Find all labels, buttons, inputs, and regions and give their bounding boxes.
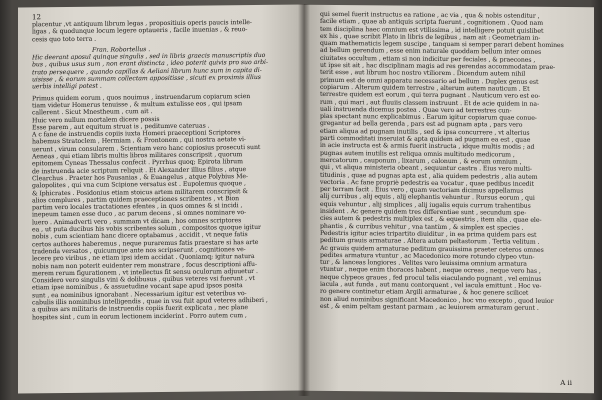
text-line: uisisse , & eorum summam collectam appositisse , sicuti ex proximis illius	[32, 74, 261, 84]
text-line: tem disciplina haec omnium est vtilissima , id intelligere potuit quislibet	[320, 25, 544, 35]
text-line: qui , vt aliqua ministeria obeant , sequuntur castra . Eius vero multi-	[320, 164, 532, 173]
text-line: Huic vero nullum mortalem dicere possis	[32, 115, 160, 124]
text-line: non aliud nominibus significant Macedonico , hoc vno excepto , quod leuior	[320, 295, 554, 305]
text-line: facile etiam , quae ab antiquis scripta fuerunt , cognitionem . Quod nam	[320, 18, 544, 28]
text-line: terit esse , aut librum hoc nostro vtiliorem . Dicendum autem nihil	[320, 69, 526, 79]
text-line: equis vehuntur , alij simplices , alij iugalis equis currum trahentibus	[320, 200, 531, 210]
text-line: phantis , & curribus vehitur , vna tantùm , & simplex est species .	[320, 222, 524, 232]
section-heading: Fran. Robortellus .	[92, 46, 151, 54]
text-line: quam mathematicis legem suscipe , tanquam si semper parari debent homines	[320, 40, 564, 50]
text-line: inepeum tamen esse duco , ac parum decens , si omnes nominare vo-	[32, 209, 247, 219]
text-line: qui semel fuerit instructus ea ratione , ac via , qua & nobis ostenditur ,	[320, 10, 540, 20]
text-block-intro	[32, 19, 294, 44]
text-line: ex his , quae scribit Plato in libris de legibus , nam ait : Geometriam in-	[320, 32, 541, 42]
left-page	[18, 5, 304, 394]
text-line: est , & enim peltam gestant parmam , ac leuiorem armaturam gerunt .	[320, 302, 539, 312]
text-line: bus , quibus usus sum , non erant distincta , ideo poterit quivis pro suo arbi-	[32, 59, 269, 69]
right-page	[304, 5, 594, 394]
text-line: primum est de omni apparatu necessario ad bellum . Duplex genus est	[320, 76, 539, 86]
italic-note-block	[32, 52, 294, 91]
text-line: luero . Animadverti vero , summam vt dicam , hos omnes scriptores	[32, 216, 242, 227]
text-line: trato persequere , quando capillas & Aeliani librum hunc sum in capita di-	[32, 66, 262, 77]
text-line: ligas , & quodunque locum legere optaueris , facile inuenias , & reuo-	[32, 26, 248, 36]
text-line: uerbis intelligi potest .	[32, 82, 102, 91]
text-line: habemus Stratoclem , Hermiam , & Frontonem , qui nostra aetate vi-	[32, 136, 246, 146]
text-line: cesis quo toto terra .	[32, 35, 97, 43]
text-line: Pedestris igitur acies tripartito diuiditur , in ea prima quidem pars est	[320, 229, 537, 239]
text-line: in acie instructa est & armis fuerit instructa , idque multis modis ; ad	[320, 142, 535, 152]
text-line: galopolites , qui vna cum Scipione versatus est . Eupolemus quoque ,	[32, 180, 246, 190]
page-number: 12	[32, 13, 41, 22]
text-line: etiam ipse nominibus , & assuetudine vocant sape apud ipsos posita	[32, 282, 243, 292]
text-line: placentur ,vt antiquum librum legas , propositiuis operis paucis intelle-	[32, 19, 252, 29]
text-line: & Iphicrates . Posidonius etiam stoicus artem militarem conscripsit &	[32, 187, 248, 197]
text-line: gregantur ad bella gerenda , pars est ad pugnam apta , pars vero	[320, 120, 523, 130]
text-line: Clearchus . Praeter hos Pausanias , & Euangelus , atque Polybius Me-	[32, 173, 249, 183]
text-line: partim vero locales tractationes efentes , in quos omnes & si incidi ,	[32, 202, 243, 212]
text-line: iacula , aut funda , aut manu contorquent , vel iacula emittunt . Hoc ve-	[320, 280, 542, 290]
text-block-right	[320, 11, 582, 312]
text-line: vectoria . Ac fane propriè pedestris ea vocatur , quae pedibus incedit	[320, 178, 534, 188]
text-line: neque clypeos graues , fed procul telis eiaculando pugnant , vel eminus	[320, 273, 542, 283]
text-line: de instruenda acie scriptum reliquit . Et Alexander illius filius , atque	[32, 165, 247, 175]
text-line: lecere pro viribus , ne etiam ipsi idem accidat . Quoniamq; igitur natura	[32, 253, 255, 263]
text-line: uali instruenda dicemus postea . Quae vero ad terrestres cun-	[320, 105, 512, 115]
text-line: ciuitates occultum , etiam si non indicitur per feciales , & praecones ,	[320, 54, 536, 64]
text-line: peditum grauis armaturae . Altera autem peltastorum . Tertia velitum .	[320, 237, 540, 246]
text-line: cabulis illis nominibus intelligendis , quae in vsu fuit apud veteres adhiberi ,	[32, 296, 268, 307]
text-line: ea , ut puta ducibus his vobis scribentes solum , compositos quoque igitur	[32, 223, 261, 234]
text-line: per terram facit . Eius vero , quam vectoriam dicimus appellamus	[320, 185, 524, 195]
text-line: pugnas autem inutilis est reliqua omnis multitudo medicorum ,	[320, 149, 515, 159]
text-line: nobis nam non poterit euidenter rem monstrare , focus descriptioni affu-	[32, 260, 257, 270]
text-line: ro genere continetur etiam Argili armaturae , & hoc genere scilicet	[320, 288, 529, 297]
text-line: insident . Ac genere quidem tres differentiae sunt , secundum spe-	[320, 207, 527, 217]
text-line: Primus quidem eorum , quos nouimus , instruendarum copiarum scien	[32, 92, 251, 103]
text-line: tradenda versatos , quicumque ante nos scripserunt , cognitiones ve-	[32, 246, 246, 256]
text-line: vtuntur , neque enim thoraces habent , neque ocreas , neque vero has ,	[320, 266, 541, 276]
text-line: certos authores haberemus , neque puraremus fatis praestare si has arte	[32, 238, 259, 248]
text-line: A c fane de instruendis copiis iuxta Homeri praeceptioni Scriptores	[32, 129, 241, 139]
text-line: Hic deerant aposul quinque singulis , sed in libris graecis manuscriptis duo	[32, 52, 266, 62]
text-line: ad bellum gerendum , esse enim naturale quoddam bellum inter omnes	[320, 47, 542, 57]
text-line: a quibus ars militaris de instruendis copiis fuerit explicata , nec plane	[32, 304, 248, 314]
text-line: tiam videtur Homerus tenuisse , & multum extulisse eos , qui ipsam	[32, 100, 243, 110]
text-line: terrestre quidem est eorum , qui terra pugnant . Nauticum vero est eo-	[320, 91, 541, 101]
text-line: tur , & lanceas longiores . Velites vero leuissima omnium armatura	[320, 258, 527, 268]
text-line: hospites sint , cum in eorum lectionem inciderint . Porro autem cum ,	[32, 311, 247, 321]
text-line: parti commoditati inseruiat & apta quidem ad pugnam ea est , quae	[320, 134, 531, 144]
text-line: Aeneas , qui etiam libris multis libros militares conscripsit , quorum	[32, 151, 243, 161]
text-line: Considero vero singulis vini & dolibusus , quibus veteres vsi fuerunt , vt	[32, 275, 255, 285]
text-line: uerunt , virum consularem . Scientiam vero hanc copiosius prosecuti sunt	[32, 143, 261, 154]
text-line: mercatorum , cauponum , lixarum , calonum , & eorum omnium ,	[320, 156, 522, 166]
text-line: merem rerum figurationem , vt intellectus fit sensu oculorum adjuuetur .	[32, 267, 258, 278]
text-line: sunt , ea nominibus ignorabant . Necessarium igitur est veteribus vo-	[32, 289, 247, 300]
text-line: epitomem Cyneas Thessalus confecit . Pyrrhus quoq; Epirota librum	[32, 158, 243, 168]
text-line: etiam aliqua ad pugnam inutilis , sed & ipsa concurrere , vt alterius	[320, 127, 530, 137]
text-block-main	[32, 92, 294, 321]
text-line: titudinis , quae ad pugnas apta est , alia quidem pedestris , alia autem	[320, 171, 538, 181]
text-line: alij curribus , alij equis , alij elephantis vehuntur . Rursus eorum , qui	[320, 193, 535, 203]
text-line: copiarum . Alterum quidem terrestre , alterum autem nauticum . Et	[320, 83, 530, 93]
text-line: callerent . Sicut Mnestheum , cum ait .	[32, 108, 153, 117]
text-line: pias spectant nunc explicabimus . Earum igitur copiarum quae conue-	[320, 113, 537, 122]
text-line: rum , qui mari , aut fluuiis classem instruunt . Et de acie quidem in na-	[320, 98, 540, 108]
text-line: cies autem & pedestris multiplex est , & equestris , item alia , quae ele-	[320, 215, 542, 225]
text-line: ut ipse sit ait , hac disciplinam magis ad res gerendas accommodatam prae-	[320, 61, 556, 72]
text-line: Esse parem , aut equitum struat is , peditumve cateruas .	[32, 122, 210, 132]
text-line: nobis , cum scientiam hanc dicere optabamus , accidit , vt neque fatis	[32, 231, 248, 241]
book-gutter	[298, 4, 310, 396]
text-line: pedites armatura vtuntur , ac Macedonico more rotundo clypeo vtun-	[320, 251, 535, 261]
text-line: alios complures , partim quidem praeceptiones scribentes , vt Bion	[32, 195, 240, 205]
text-line: Ac grauis quidem armaturae peditum grauissima praeter ceteros omnes	[320, 244, 544, 254]
signature-mark: A ii	[560, 378, 572, 388]
